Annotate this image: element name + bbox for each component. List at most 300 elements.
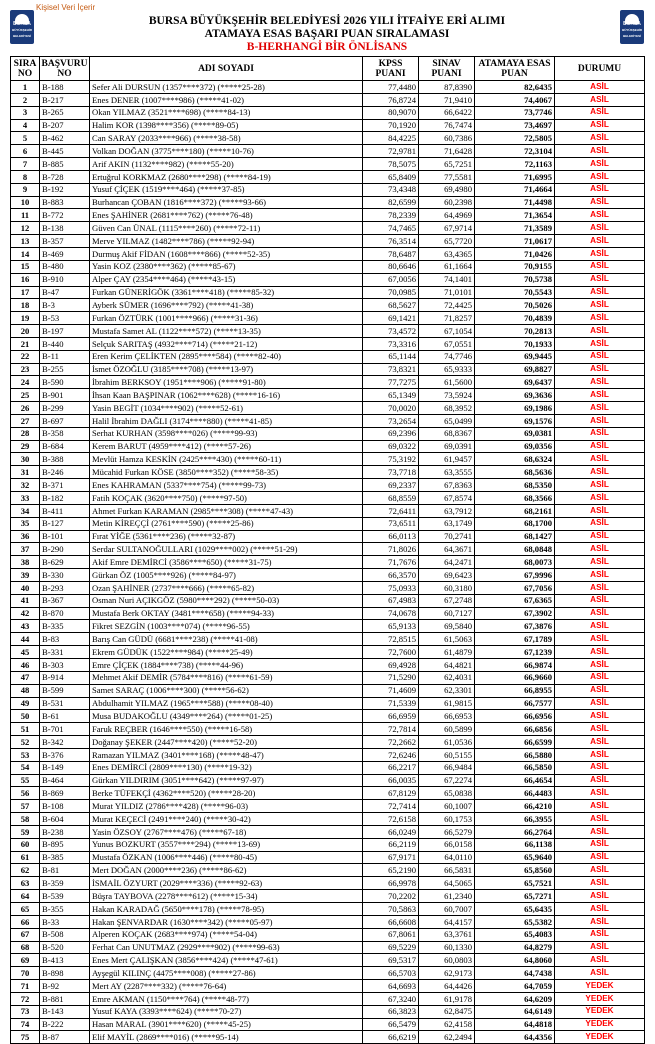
table-row [11, 864, 645, 877]
sinav-cell: 67,2274 [419, 774, 475, 787]
name-cell: Ayşegül KILINÇ (4475****008) (*****27-86) [90, 967, 363, 980]
sinav-cell: 66,6422 [419, 106, 475, 119]
sinav-cell: 61,5600 [419, 376, 475, 389]
kpss-cell: 72,6158 [363, 813, 419, 826]
ranking-table [10, 56, 645, 1044]
durum-cell: ASİL [555, 183, 645, 196]
atama-cell: 72,3104 [475, 145, 555, 158]
col-header-sinav: SINAV PUANI [419, 57, 475, 81]
col-header-basvuru: BAŞVURU NO [40, 57, 90, 81]
table-row [11, 479, 645, 492]
table-row [11, 209, 645, 222]
atama-cell: 71,6995 [475, 170, 555, 183]
name-cell: Halim KOR (1398****356) (*****89-05) [90, 119, 363, 132]
sira-cell: 18 [11, 299, 40, 312]
kpss-cell: 72,8515 [363, 633, 419, 646]
basvuru-cell: B-629 [40, 556, 90, 569]
basvuru-cell: B-246 [40, 466, 90, 479]
sira-cell: 57 [11, 800, 40, 813]
kpss-cell: 72,6411 [363, 504, 419, 517]
durum-cell: ASİL [555, 569, 645, 582]
durum-cell: ASİL [555, 93, 645, 106]
basvuru-cell: B-127 [40, 517, 90, 530]
kpss-cell: 75,0933 [363, 581, 419, 594]
durum-cell: ASİL [555, 864, 645, 877]
name-cell: Murat YILDIZ (2786****428) (*****96-03) [90, 800, 363, 813]
sinav-cell: 71,8257 [419, 312, 475, 325]
sinav-cell: 71,0101 [419, 286, 475, 299]
atama-cell: 64,8060 [475, 954, 555, 967]
basvuru-cell: B-701 [40, 723, 90, 736]
table-row [11, 235, 645, 248]
kpss-cell: 69,5317 [363, 954, 419, 967]
table-row [11, 646, 645, 659]
kpss-cell: 72,2662 [363, 736, 419, 749]
basvuru-cell: B-599 [40, 684, 90, 697]
atama-cell: 69,6437 [475, 376, 555, 389]
atama-cell: 68,1700 [475, 517, 555, 530]
basvuru-cell: B-355 [40, 903, 90, 916]
durum-cell: ASİL [555, 838, 645, 851]
name-cell: Selçuk SARITAŞ (4932****714) (*****21-12) [90, 337, 363, 350]
atama-cell: 66,4654 [475, 774, 555, 787]
basvuru-cell: B-914 [40, 671, 90, 684]
table-row [11, 620, 645, 633]
name-cell: Kerem BARUT (4959****412) (*****57-26) [90, 440, 363, 453]
sinav-cell: 60,7386 [419, 132, 475, 145]
sinav-cell: 60,7007 [419, 903, 475, 916]
basvuru-cell: B-898 [40, 967, 90, 980]
basvuru-cell: B-462 [40, 132, 90, 145]
durum-cell: YEDEK [555, 1005, 645, 1018]
kpss-cell: 71,4609 [363, 684, 419, 697]
durum-cell: ASİL [555, 479, 645, 492]
atama-cell: 66,5850 [475, 761, 555, 774]
durum-cell: ASİL [555, 222, 645, 235]
sira-cell: 11 [11, 209, 40, 222]
basvuru-cell: B-359 [40, 877, 90, 890]
sira-cell: 2 [11, 93, 40, 106]
atama-cell: 67,1239 [475, 646, 555, 659]
sinav-cell: 64,4157 [419, 915, 475, 928]
sinav-cell: 61,9457 [419, 453, 475, 466]
kpss-cell: 66,6219 [363, 1031, 419, 1044]
durum-cell: ASİL [555, 800, 645, 813]
atama-cell: 66,4483 [475, 787, 555, 800]
basvuru-cell: B-293 [40, 581, 90, 594]
sinav-cell: 61,4879 [419, 646, 475, 659]
sinav-cell: 69,5840 [419, 620, 475, 633]
table-row [11, 556, 645, 569]
sinav-cell: 74,1401 [419, 273, 475, 286]
basvuru-cell: B-238 [40, 825, 90, 838]
basvuru-cell: B-331 [40, 646, 90, 659]
basvuru-cell: B-81 [40, 864, 90, 877]
durum-cell: ASİL [555, 466, 645, 479]
basvuru-cell: B-342 [40, 736, 90, 749]
atama-cell: 71,3654 [475, 209, 555, 222]
table-row [11, 427, 645, 440]
sira-cell: 1 [11, 81, 40, 94]
sinav-cell: 76,7474 [419, 119, 475, 132]
table-row [11, 710, 645, 723]
table-row [11, 800, 645, 813]
basvuru-cell: B-901 [40, 389, 90, 402]
durum-cell: ASİL [555, 504, 645, 517]
basvuru-cell: B-358 [40, 427, 90, 440]
sinav-cell: 73,5924 [419, 389, 475, 402]
col-header-ad: ADI SOYADI [90, 57, 363, 81]
sira-cell: 44 [11, 633, 40, 646]
basvuru-cell: B-197 [40, 325, 90, 338]
basvuru-cell: B-883 [40, 196, 90, 209]
basvuru-cell: B-188 [40, 81, 90, 94]
durum-cell: ASİL [555, 299, 645, 312]
sinav-cell: 68,3952 [419, 402, 475, 415]
atama-cell: 70,9155 [475, 260, 555, 273]
sinav-cell: 65,0838 [419, 787, 475, 800]
sira-cell: 22 [11, 350, 40, 363]
basvuru-cell: B-728 [40, 170, 90, 183]
table-row [11, 967, 645, 980]
sira-cell: 27 [11, 414, 40, 427]
name-cell: Elif MAYİL (2869****016) (*****95-14) [90, 1031, 363, 1044]
durum-cell: ASİL [555, 620, 645, 633]
sinav-cell: 69,6423 [419, 569, 475, 582]
basvuru-cell: B-61 [40, 710, 90, 723]
sinav-cell: 60,7127 [419, 607, 475, 620]
sira-cell: 32 [11, 479, 40, 492]
sira-cell: 36 [11, 530, 40, 543]
sira-cell: 72 [11, 992, 40, 1005]
sinav-cell: 65,9333 [419, 363, 475, 376]
durum-cell: ASİL [555, 748, 645, 761]
durum-cell: ASİL [555, 209, 645, 222]
kpss-cell: 69,2337 [363, 479, 419, 492]
name-cell: Gürkan YILDIRIM (3051****642) (*****97-97) [90, 774, 363, 787]
sira-cell: 14 [11, 247, 40, 260]
sira-cell: 9 [11, 183, 40, 196]
durum-cell: ASİL [555, 106, 645, 119]
name-cell: Enes DENER (1007****986) (*****41-02) [90, 93, 363, 106]
basvuru-cell: B-149 [40, 761, 90, 774]
name-cell: Akif Emre DEMİRCİ (3586****650) (*****31-75) [90, 556, 363, 569]
atama-cell: 70,4839 [475, 312, 555, 325]
table-row [11, 363, 645, 376]
durum-cell: ASİL [555, 877, 645, 890]
sinav-cell: 62,3301 [419, 684, 475, 697]
basvuru-cell: B-87 [40, 1031, 90, 1044]
name-cell: Yunus BOZKURT (3557****294) (*****13-69) [90, 838, 363, 851]
sinav-cell: 61,0536 [419, 736, 475, 749]
basvuru-cell: B-335 [40, 620, 90, 633]
kpss-cell: 77,7275 [363, 376, 419, 389]
kpss-cell: 70,0020 [363, 402, 419, 415]
durum-cell: ASİL [555, 903, 645, 916]
atama-cell: 74,4067 [475, 93, 555, 106]
name-cell: Mustafa Berk OKTAY (3481****658) (*****94-33) [90, 607, 363, 620]
sinav-cell: 66,5279 [419, 825, 475, 838]
sinav-cell: 65,7251 [419, 158, 475, 171]
sira-cell: 19 [11, 312, 40, 325]
sira-cell: 70 [11, 967, 40, 980]
name-cell: Yasin BEGİT (1034****902) (*****52-61) [90, 402, 363, 415]
sira-cell: 49 [11, 697, 40, 710]
kpss-cell: 84,4225 [363, 132, 419, 145]
name-cell: Hakan KARADAĞ (5650****178) (*****78-95) [90, 903, 363, 916]
sinav-cell: 71,6428 [419, 145, 475, 158]
sinav-cell: 66,5831 [419, 864, 475, 877]
sira-cell: 69 [11, 954, 40, 967]
durum-cell: ASİL [555, 235, 645, 248]
atama-cell: 69,9445 [475, 350, 555, 363]
table-row [11, 517, 645, 530]
basvuru-cell: B-531 [40, 697, 90, 710]
name-cell: Emre AKMAN (1150****764) (*****48-77) [90, 992, 363, 1005]
kpss-cell: 67,4983 [363, 594, 419, 607]
durum-cell: ASİL [555, 658, 645, 671]
table-row [11, 980, 645, 993]
sira-cell: 13 [11, 235, 40, 248]
basvuru-cell: B-910 [40, 273, 90, 286]
kpss-cell: 64,6693 [363, 980, 419, 993]
durum-cell: ASİL [555, 594, 645, 607]
sira-cell: 66 [11, 915, 40, 928]
name-cell: Ferhat Can UNUTMAZ (2929****902) (*****99-63) [90, 941, 363, 954]
kpss-cell: 69,4928 [363, 658, 419, 671]
basvuru-cell: B-376 [40, 748, 90, 761]
durum-cell: YEDEK [555, 992, 645, 1005]
basvuru-cell: B-138 [40, 222, 90, 235]
kpss-cell: 66,6608 [363, 915, 419, 928]
durum-cell: ASİL [555, 312, 645, 325]
durum-cell: ASİL [555, 813, 645, 826]
table-row [11, 992, 645, 1005]
table-row [11, 1018, 645, 1031]
table-row [11, 954, 645, 967]
name-cell: Mevlüt Hamza KESKİN (2425****430) (*****60-11) [90, 453, 363, 466]
basvuru-cell: B-590 [40, 376, 90, 389]
sinav-cell: 63,3761 [419, 928, 475, 941]
name-cell: Metin KİREÇÇİ (2761****590) (*****25-86) [90, 517, 363, 530]
basvuru-cell: B-207 [40, 119, 90, 132]
kpss-cell: 72,6246 [363, 748, 419, 761]
sinav-cell: 64,2471 [419, 556, 475, 569]
basvuru-cell: B-469 [40, 247, 90, 260]
sira-cell: 73 [11, 1005, 40, 1018]
sinav-cell: 64,3671 [419, 543, 475, 556]
name-cell: Yusuf KAYA (3393****624) (*****70-27) [90, 1005, 363, 1018]
kpss-cell: 71,7676 [363, 556, 419, 569]
basvuru-cell: B-772 [40, 209, 90, 222]
name-cell: Fırat YİĞE (5361****236) (*****32-87) [90, 530, 363, 543]
kpss-cell: 71,8026 [363, 543, 419, 556]
atama-cell: 70,5738 [475, 273, 555, 286]
atama-cell: 64,4818 [475, 1018, 555, 1031]
name-cell: Murat KEÇECİ (2491****240) (*****30-42) [90, 813, 363, 826]
sinav-cell: 67,2748 [419, 594, 475, 607]
sinav-cell: 62,4031 [419, 671, 475, 684]
atama-cell: 67,3876 [475, 620, 555, 633]
table-row [11, 838, 645, 851]
durum-cell: ASİL [555, 119, 645, 132]
kpss-cell: 78,2339 [363, 209, 419, 222]
name-cell: Mustafa ÖZKAN (1006****446) (*****80-45) [90, 851, 363, 864]
kpss-cell: 72,7414 [363, 800, 419, 813]
atama-cell: 64,6209 [475, 992, 555, 1005]
kpss-cell: 73,8321 [363, 363, 419, 376]
name-cell: Yasin ÖZSOY (2767****476) (*****67-18) [90, 825, 363, 838]
name-cell: Ertuğrul KORKMAZ (2680****298) (*****84-19) [90, 170, 363, 183]
name-cell: Yusuf ÇİÇEK (1519****464) (*****37-85) [90, 183, 363, 196]
name-cell: İhsan Kaan BAŞPINAR (1062****628) (*****16-16) [90, 389, 363, 402]
kpss-cell: 69,0322 [363, 440, 419, 453]
atama-cell: 68,2161 [475, 504, 555, 517]
sira-cell: 62 [11, 864, 40, 877]
name-cell: Mehmet Akif DEMİR (5784****816) (*****61-59) [90, 671, 363, 684]
atama-cell: 67,6365 [475, 594, 555, 607]
durum-cell: ASİL [555, 337, 645, 350]
table-row [11, 158, 645, 171]
table-row [11, 273, 645, 286]
basvuru-cell: B-371 [40, 479, 90, 492]
atama-cell: 71,4664 [475, 183, 555, 196]
table-row [11, 774, 645, 787]
sira-cell: 7 [11, 158, 40, 171]
table-row [11, 813, 645, 826]
basvuru-cell: B-464 [40, 774, 90, 787]
kpss-cell: 69,5229 [363, 941, 419, 954]
table-row [11, 312, 645, 325]
kpss-cell: 70,0985 [363, 286, 419, 299]
basvuru-cell: B-299 [40, 402, 90, 415]
name-cell: Emre ÇİÇEK (1884****738) (*****44-96) [90, 658, 363, 671]
table-row [11, 81, 645, 94]
name-cell: Enes DEMİRCİ (2809****130) (*****19-32) [90, 761, 363, 774]
sinav-cell: 60,1330 [419, 941, 475, 954]
name-cell: Mustafa Samet AL (1122****572) (*****13-35) [90, 325, 363, 338]
kpss-cell: 65,2190 [363, 864, 419, 877]
sira-cell: 53 [11, 748, 40, 761]
name-cell: Ahmet Furkan KARAMAN (2985****308) (*****47-43) [90, 504, 363, 517]
sinav-cell: 66,9484 [419, 761, 475, 774]
durum-cell: ASİL [555, 851, 645, 864]
atama-cell: 66,3955 [475, 813, 555, 826]
basvuru-cell: B-869 [40, 787, 90, 800]
atama-cell: 66,8955 [475, 684, 555, 697]
atama-cell: 69,0381 [475, 427, 555, 440]
sinav-cell: 72,4425 [419, 299, 475, 312]
durum-cell: ASİL [555, 427, 645, 440]
sinav-cell: 69,4980 [419, 183, 475, 196]
kpss-cell: 67,9171 [363, 851, 419, 864]
table-row [11, 132, 645, 145]
atama-cell: 66,6956 [475, 710, 555, 723]
kpss-cell: 70,1920 [363, 119, 419, 132]
table-row [11, 761, 645, 774]
sira-cell: 39 [11, 569, 40, 582]
kpss-cell: 76,3514 [363, 235, 419, 248]
sinav-cell: 62,4158 [419, 1018, 475, 1031]
table-row [11, 697, 645, 710]
name-cell: Serdar SULTANOĞULLARI (1029****002) (*****51-29) [90, 543, 363, 556]
basvuru-cell: B-265 [40, 106, 90, 119]
atama-cell: 68,3566 [475, 492, 555, 505]
sinav-cell: 67,8574 [419, 492, 475, 505]
kpss-cell: 73,3316 [363, 337, 419, 350]
table-row [11, 402, 645, 415]
kpss-cell: 71,5339 [363, 697, 419, 710]
durum-cell: ASİL [555, 145, 645, 158]
basvuru-cell: B-520 [40, 941, 90, 954]
atama-cell: 71,0617 [475, 235, 555, 248]
sira-cell: 20 [11, 325, 40, 338]
table-row [11, 145, 645, 158]
sira-cell: 38 [11, 556, 40, 569]
durum-cell: ASİL [555, 774, 645, 787]
kpss-cell: 80,6646 [363, 260, 419, 273]
name-cell: Musa BUDAKOĞLU (4349****264) (*****01-25) [90, 710, 363, 723]
kpss-cell: 66,2119 [363, 838, 419, 851]
table-row [11, 851, 645, 864]
sinav-cell: 64,4821 [419, 658, 475, 671]
sira-cell: 31 [11, 466, 40, 479]
table-row [11, 658, 645, 671]
kpss-cell: 70,2202 [363, 890, 419, 903]
sinav-cell: 61,1664 [419, 260, 475, 273]
durum-cell: ASİL [555, 646, 645, 659]
name-cell: Faruk REÇBER (1646****550) (*****16-58) [90, 723, 363, 736]
table-row [11, 877, 645, 890]
kpss-cell: 67,3240 [363, 992, 419, 1005]
durum-cell: ASİL [555, 414, 645, 427]
kpss-cell: 72,7814 [363, 723, 419, 736]
name-cell: Burhancan ÇOBAN (1816****372) (*****93-66) [90, 196, 363, 209]
durum-cell: ASİL [555, 81, 645, 94]
basvuru-cell: B-217 [40, 93, 90, 106]
table-row [11, 196, 645, 209]
col-header-sira: SIRA NO [11, 57, 40, 81]
atama-cell: 68,6324 [475, 453, 555, 466]
kpss-cell: 82,6599 [363, 196, 419, 209]
atama-cell: 69,1986 [475, 402, 555, 415]
table-row [11, 247, 645, 260]
name-cell: Enes Mert ÇALIŞKAN (3856****424) (*****47-61) [90, 954, 363, 967]
atama-cell: 67,9996 [475, 569, 555, 582]
sinav-cell: 60,0803 [419, 954, 475, 967]
table-row [11, 299, 645, 312]
atama-cell: 67,1789 [475, 633, 555, 646]
atama-cell: 71,3589 [475, 222, 555, 235]
name-cell: Büşra TAYBOVA (2278****612) (*****15-34) [90, 890, 363, 903]
durum-cell: ASİL [555, 325, 645, 338]
durum-cell: ASİL [555, 132, 645, 145]
kpss-cell: 66,6959 [363, 710, 419, 723]
sira-cell: 46 [11, 658, 40, 671]
table-header-row [11, 57, 645, 81]
name-cell: Mücahid Furkan KÖSE (3850****352) (*****58-35) [90, 466, 363, 479]
name-cell: Hasan MARAL (3901****620) (*****45-25) [90, 1018, 363, 1031]
table-row [11, 530, 645, 543]
sira-cell: 43 [11, 620, 40, 633]
kpss-cell: 66,9978 [363, 877, 419, 890]
kpss-cell: 65,9133 [363, 620, 419, 633]
name-cell: Gürkan ÖZ (1005****926) (*****84-97) [90, 569, 363, 582]
durum-cell: ASİL [555, 158, 645, 171]
basvuru-cell: B-3 [40, 299, 90, 312]
atama-cell: 66,4210 [475, 800, 555, 813]
atama-cell: 64,7438 [475, 967, 555, 980]
